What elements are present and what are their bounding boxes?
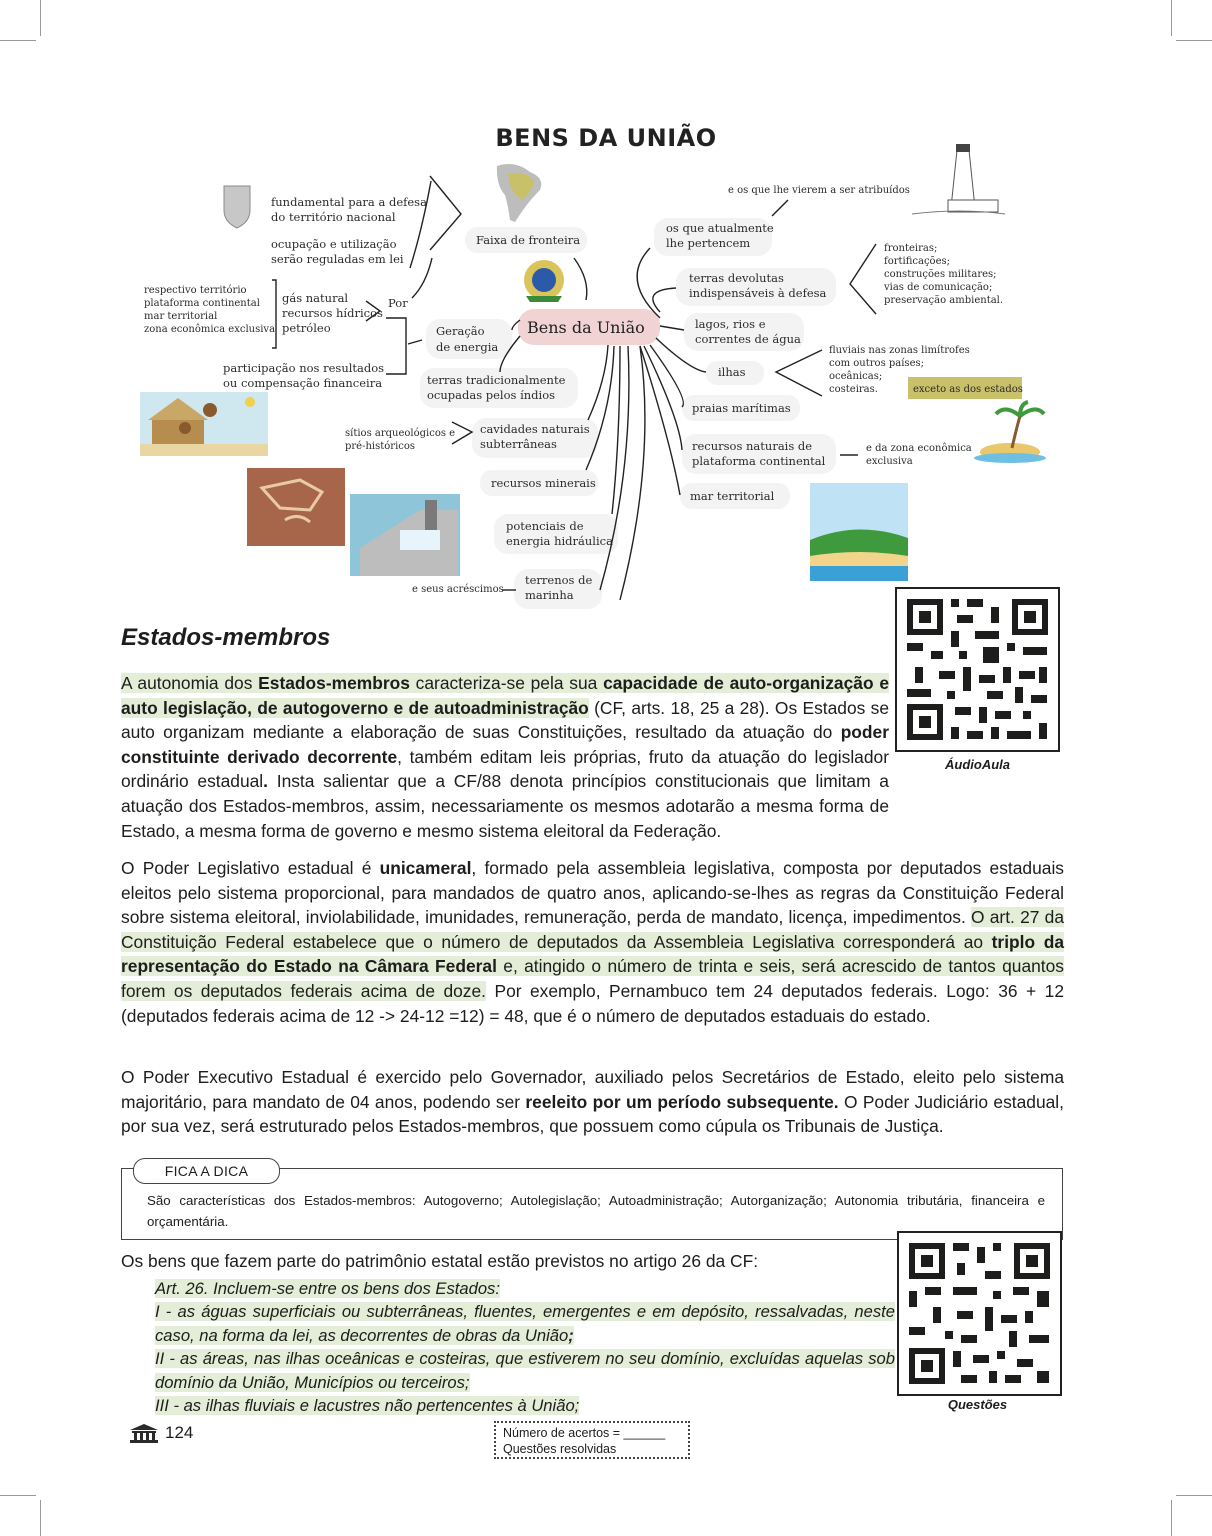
ilhas-list-4: costeiras. xyxy=(829,384,878,395)
art-26-item-1: I - as águas superficiais ou subterrâneas, fluentes, emergentes e em depósito, ressalvadas, neste caso, na forma da lei, as decorrentes de obras da União; xyxy=(155,1302,895,1345)
terras-devolutas-1: terras devolutas xyxy=(689,271,784,285)
art-26-heading: Art. 26. Incluem-se entre os bens dos Estados: xyxy=(155,1279,500,1298)
qr-code-icon xyxy=(899,1233,1060,1394)
qr-caption-questoes: Questões xyxy=(947,1397,1008,1412)
praias: praias marítimas xyxy=(692,401,791,415)
crop-mark xyxy=(1171,1500,1172,1536)
palm-island-icon xyxy=(974,402,1046,463)
score-resolved: Questões resolvidas xyxy=(503,1442,617,1456)
tip-label: FICA A DICA xyxy=(133,1158,280,1184)
terrenos-1: terrenos de xyxy=(525,573,593,587)
paragraph-3: O Poder Executivo Estadual é exercido pelo Governador, auxiliado pelos Secretários de Estado, eleito pelo sistema majoritário, para mandato de 04 anos, podendo ser reeleito por um período subsequente. O Poder Judiciário estadual, por sua vez, será estruturado pelos Estados-membros, que possuem como cúpula os Tribunais de Justiça. xyxy=(121,1067,1064,1137)
resource-2: recursos hídricos xyxy=(282,306,383,320)
territory-4: zona econômica exclusiva xyxy=(144,324,276,335)
indigenous-village-icon xyxy=(140,392,268,456)
hydroelectric-dam-icon xyxy=(350,494,460,576)
territory-2: plataforma continental xyxy=(144,298,260,309)
paragraph-2: O Poder Legislativo estadual é unicameral, formado pela assembleia legislativa, composta por deputados estaduais eleitos pelo sistema proporcional, para mandados de quatro anos, aplicando-se-lhes as regras da Constituição Federal sobre sistema eleitoral, inviolabilidade, imunidades, remuneração, perda de mandato, licença, impedimentos. O art. 27 da Constituição Federal estabelece que o número de deputados da Assembleia Legislativa corresponderá ao triplo da representação do Estado na Câmara Federal e, atingido o número de trinta e seis, será acrescido de tantos quantos forem os deputados federais acima de doze. Por exemplo, Pernambuco tem 24 deputados federais. Logo: 36 + 12 (deputados federais acima de 12 -> 24-12 =12) = 48, que é o número de deputados estaduais do estado. xyxy=(121,858,1064,1026)
crop-mark xyxy=(0,1495,36,1496)
recursos-plataforma-1: recursos naturais de xyxy=(692,439,813,453)
mind-map xyxy=(0,0,1212,620)
terras-tradicionais-2: ocupadas pelos índios xyxy=(427,388,556,402)
potenciais-1: potenciais de xyxy=(506,519,584,533)
ilhas: ilhas xyxy=(718,365,746,379)
ilhas-list-3: oceânicas; xyxy=(829,371,883,382)
brazil-coat-of-arms-icon xyxy=(524,260,564,302)
faixa-note-2: do território nacional xyxy=(271,210,396,224)
terrenos-2: marinha xyxy=(525,588,574,602)
defesa-3: construções militares; xyxy=(884,269,997,280)
por-label: Por xyxy=(388,296,408,310)
zona-economica-2: exclusiva xyxy=(866,456,913,467)
tip-text: São características dos Estados-membros: Autogoverno; Autolegislação; Autoadministração; Autorganização; Autonomia tributária, financeira e orçamentária. xyxy=(147,1193,1045,1229)
lagos-2: correntes de água xyxy=(695,332,801,346)
qr-code-audioaula[interactable] xyxy=(895,587,1060,752)
cavidades-1: cavidades naturais xyxy=(480,422,590,436)
defesa-1: fronteiras; xyxy=(884,243,938,254)
exceto-label: exceto as dos estados xyxy=(913,384,1023,395)
cavidades-2: subterrâneas xyxy=(480,437,557,451)
faixa-note-1: fundamental para a defesa xyxy=(271,195,427,209)
participacao-2: ou compensação financeira xyxy=(223,376,383,390)
section-title: Estados-membros xyxy=(121,624,331,651)
geracao-2: de energia xyxy=(436,340,499,354)
temple-icon xyxy=(128,1423,160,1443)
recursos-plataforma-2: plataforma continental xyxy=(692,454,826,468)
lagos-1: lagos, rios e xyxy=(695,317,766,331)
resource-3: petróleo xyxy=(282,321,331,335)
qr-code-questoes[interactable] xyxy=(897,1231,1062,1396)
geracao-1: Geração xyxy=(436,324,485,338)
participacao-1: participação nos resultados xyxy=(223,361,385,375)
shield-icon xyxy=(224,186,250,228)
qr-code-icon xyxy=(897,589,1058,750)
atribuidos: e os que lhe vierem a ser atribuídos xyxy=(728,185,910,196)
defesa-4: vias de comunicação; xyxy=(884,282,993,293)
defesa-5: preservação ambiental. xyxy=(884,295,1004,306)
tropical-beach-icon xyxy=(810,483,908,581)
paragraph-4: Os bens que fazem parte do patrimônio estatal estão previstos no artigo 26 da CF: xyxy=(121,1251,759,1271)
potenciais-2: energia hidráulica xyxy=(506,534,613,548)
cave-painting-icon xyxy=(247,468,345,546)
zona-economica-1: e da zona econômica xyxy=(866,443,972,454)
mar-territorial: mar territorial xyxy=(690,489,775,503)
sitios-2: pré-históricos xyxy=(345,441,416,452)
seus-acrescimos: e seus acréscimos xyxy=(412,584,504,595)
atualmente-1: os que atualmente xyxy=(666,221,774,235)
art-26-item-2: II - as áreas, nas ilhas oceânicas e costeiras, que estiverem no seu domínio, excluídas aquelas sob domínio da União, Municípios ou terceiros; xyxy=(155,1349,895,1392)
resource-1: gás natural xyxy=(282,291,349,305)
mindmap-title: BENS DA UNIÃO xyxy=(495,124,717,152)
crop-mark xyxy=(1176,1495,1212,1496)
qr-caption-audioaula: ÁudioAula xyxy=(945,757,1010,772)
faixa-note-4: serão reguladas em lei xyxy=(271,252,404,266)
recursos-minerais: recursos minerais xyxy=(491,476,596,490)
terras-devolutas-2: indispensáveis à defesa xyxy=(689,286,827,300)
faixa-de-fronteira: Faixa de fronteira xyxy=(476,233,581,247)
sitios-1: sítios arqueológicos e xyxy=(345,428,456,439)
territory-3: mar territorial xyxy=(144,311,218,322)
paragraph-1: A autonomia dos Estados-membros caracteriza-se pela sua capacidade de auto-organização e auto legislação, de autogoverno e de autoadministração (CF, arts. 18, 25 a 28). Os Estados se auto organizam mediante a elaboração de suas Constituições, resultado da atuação do poder constituinte derivado decorrente, também editam leis próprias, fruto da atuação do legislador ordinário estadual. Insta salientar que a CF/88 denota princípios constitucionais que limitam a atuação dos Estados-membros, assim, necessariamente os mesmos adotarão a mesma forma de Estado, a mesma forma de governo e mesmo sistema eleitoral da Federação. xyxy=(121,673,889,841)
crop-mark xyxy=(40,1500,41,1536)
south-america-map-icon xyxy=(497,164,541,222)
page-number: 124 xyxy=(165,1423,194,1442)
faixa-note-3: ocupação e utilização xyxy=(271,237,397,251)
ilhas-list-1: fluviais nas zonas limítrofes xyxy=(829,345,970,356)
center-label: Bens da União xyxy=(527,318,645,337)
lighthouse-icon xyxy=(912,144,1005,214)
art-26-item-3: III - as ilhas fluviais e lacustres não pertencentes à União; xyxy=(155,1396,580,1416)
ilhas-list-2: com outros países; xyxy=(829,358,924,369)
atualmente-2: lhe pertencem xyxy=(666,236,751,250)
terras-tradicionais-1: terras tradicionalmente xyxy=(427,373,566,387)
defesa-2: fortificações; xyxy=(884,256,950,267)
territory-1: respectivo território xyxy=(144,285,247,296)
score-box xyxy=(494,1421,690,1459)
art-26-quote xyxy=(155,1277,895,1417)
score-correct: Número de acertos = ______ xyxy=(503,1426,666,1440)
